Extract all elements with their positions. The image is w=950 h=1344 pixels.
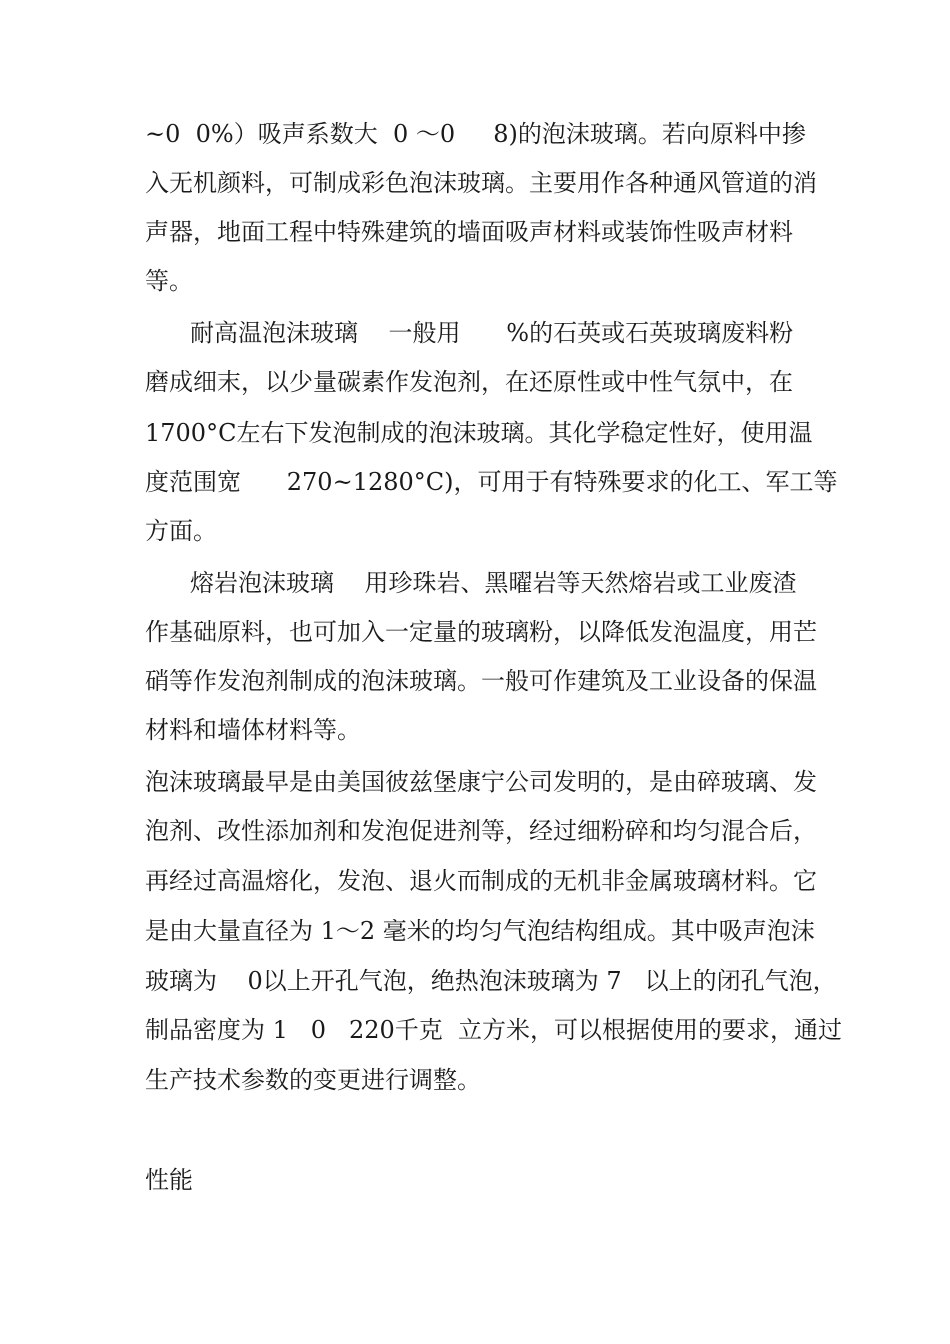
paragraph-3-line-4: 材料和墙体材料等。 <box>145 716 361 744</box>
paragraph-4-line-1: 泡沫玻璃最早是由美国彼兹堡康宁公司发明的，是由碎玻璃、发 <box>145 768 817 796</box>
paragraph-3-line-1: 熔岩泡沫玻璃 用珍珠岩、黑曜岩等天然熔岩或工业废渣 <box>190 569 797 597</box>
paragraph-3-line-3: 硝等作发泡剂制成的泡沫玻璃。一般可作建筑及工业设备的保温 <box>145 667 817 695</box>
paragraph-2-line-5: 方面。 <box>145 517 217 545</box>
paragraph-4-line-2: 泡剂、改性添加剂和发泡促进剂等，经过细粉碎和均匀混合后， <box>145 817 817 845</box>
paragraph-2-line-4: 度范围宽 270~1280°C)，可用于有特殊要求的化工、军工等 <box>145 468 838 496</box>
paragraph-1-line-3: 声器，地面工程中特殊建筑的墙面吸声材料或装饰性吸声材料 <box>145 218 793 246</box>
paragraph-3-line-2: 作基础原料，也可加入一定量的玻璃粉，以降低发泡温度，用芒 <box>145 618 817 646</box>
paragraph-1-line-2: 入无机颜料，可制成彩色泡沫玻璃。主要用作各种通风管道的消 <box>145 169 817 197</box>
section-heading: 性能 <box>145 1166 193 1194</box>
paragraph-1-line-4: 等。 <box>145 267 193 295</box>
paragraph-4-line-6: 制品密度为 1 0 220千克 立方米，可以根据使用的要求，通过 <box>145 1016 843 1044</box>
paragraph-1-line-1: ~0 0%）吸声系数大 0 ～0 8)的泡沫玻璃。若向原料中掺 <box>145 120 806 148</box>
paragraph-4-line-7: 生产技术参数的变更进行调整。 <box>145 1066 481 1094</box>
paragraph-2-line-1: 耐高温泡沫玻璃 一般用 %的石英或石英玻璃废料粉 <box>190 319 794 347</box>
paragraph-4-line-4: 是由大量直径为 1～2 毫米的均匀气泡结构组成。其中吸声泡沫 <box>145 917 815 945</box>
paragraph-2-line-3: 1700°C左右下发泡制成的泡沫玻璃。其化学稳定性好，使用温 <box>145 419 813 447</box>
paragraph-2-line-2: 磨成细末，以少量碳素作发泡剂，在还原性或中性气氛中，在 <box>145 368 793 396</box>
paragraph-4-line-3: 再经过高温熔化，发泡、退火而制成的无机非金属玻璃材料。它 <box>145 867 817 895</box>
paragraph-4-line-5: 玻璃为 0以上开孔气泡，绝热泡沫玻璃为 7 以上的闭孔气泡， <box>145 967 837 995</box>
